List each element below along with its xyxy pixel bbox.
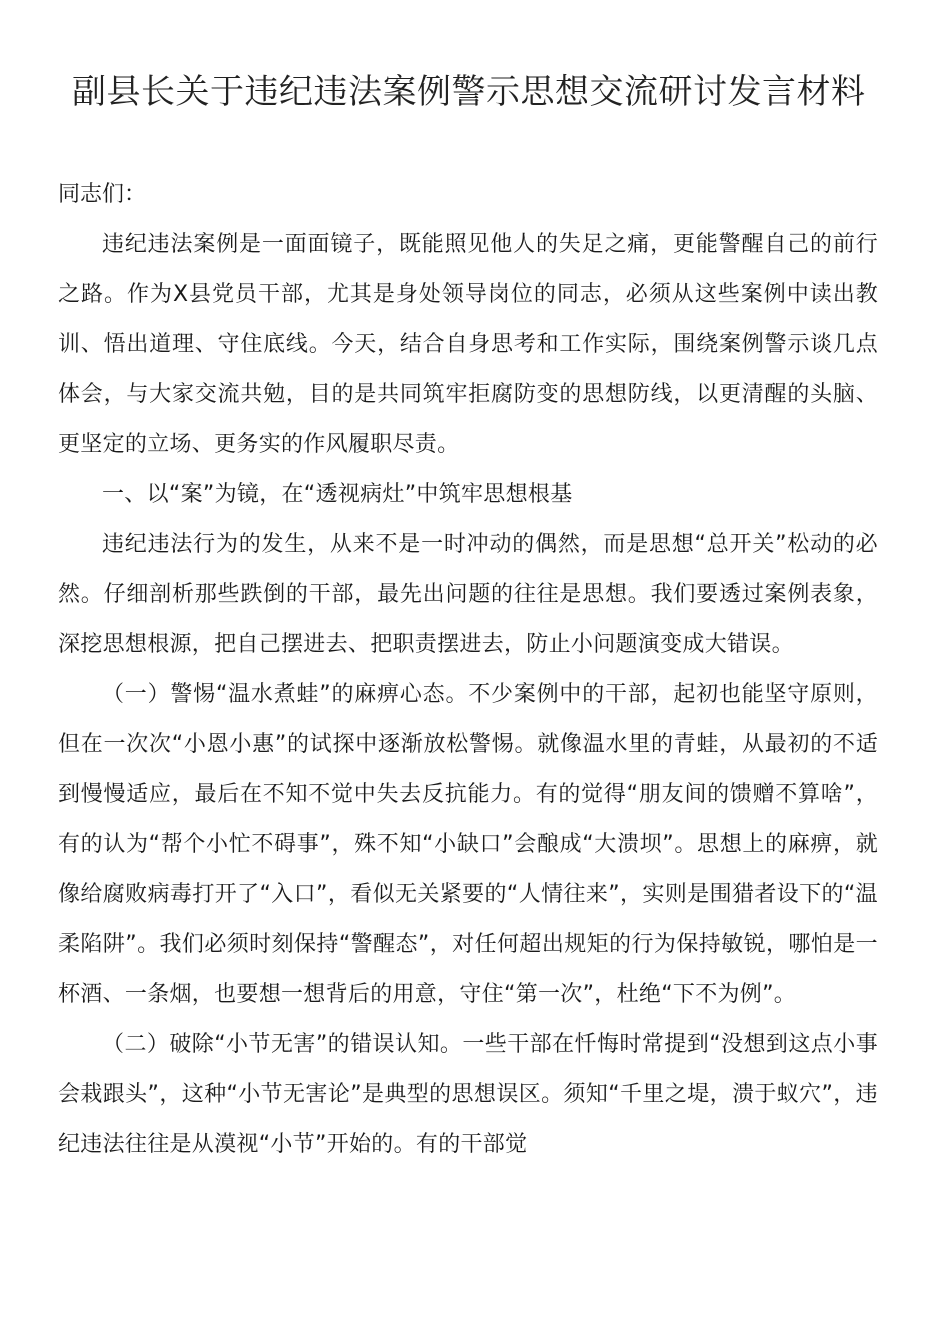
paragraph-point-one: （一）警惕“温水煮蛙”的麻痹心态。不少案例中的干部，起初也能坚守原则，但在一次次“小恩小惠”的试探中逐渐放松警惕。就像温水里的青蛙，从最初的不适到慢慢适应，最后在不知不觉中失去反抗能力。有的觉得“朋友间的馈赠不算啥”，有的认为“帮个小忙不碍事”，殊不知“小缺口”会酿成“大溃坝”。思想上的麻痹，就像给腐败病毒打开了“入口”，看似无关紧要的“人情往来”，实则是围猎者设下的“温柔陷阱”。我们必须时刻保持“警醒态”，对任何超出规矩的行为保持敏锐，哪怕是一杯酒、一条烟，也要想一想背后的用意，守住“第一次”，杜绝“下不为例”。	[58, 682, 878, 1007]
document-title: 副县长关于违纪违法案例警示思想交流研讨发言材料	[72, 72, 866, 112]
salutation: 同志们：	[58, 182, 147, 207]
paragraph-section-one: 违纪违法行为的发生，从来不是一时冲动的偶然，而是思想“总开关”松动的必然。仔细剖析那些跌倒的干部，最先出问题的往往是思想。我们要透过案例表象，深挖思想根源，把自己摆进去、把职责摆进去，防止小问题演变成大错误。	[58, 532, 878, 657]
paragraph-point-two: （二）破除“小节无害”的错误认知。一些干部在忏悔时常提到“没想到这点小事会栽跟头”，这种“小节无害论”是典型的思想误区。须知“千里之堤，溃于蚁穴”，违纪违法往往是从漠视“小节”开始的。有的干部觉	[58, 1032, 878, 1157]
paragraph-intro: 违纪违法案例是一面面镜子，既能照见他人的失足之痛，更能警醒自己的前行之路。作为X县党员干部，尤其是身处领导岗位的同志，必须从这些案例中读出教训、悟出道理、守住底线。今天，结合自身思考和工作实际，围绕案例警示谈几点体会，与大家交流共勉，目的是共同筑牢拒腐防变的思想防线，以更清醒的头脑、更坚定的立场、更务实的作风履职尽责。	[58, 232, 878, 457]
section-heading-one: 一、以“案”为镜，在“透视病灶”中筑牢思想根基	[102, 482, 573, 507]
